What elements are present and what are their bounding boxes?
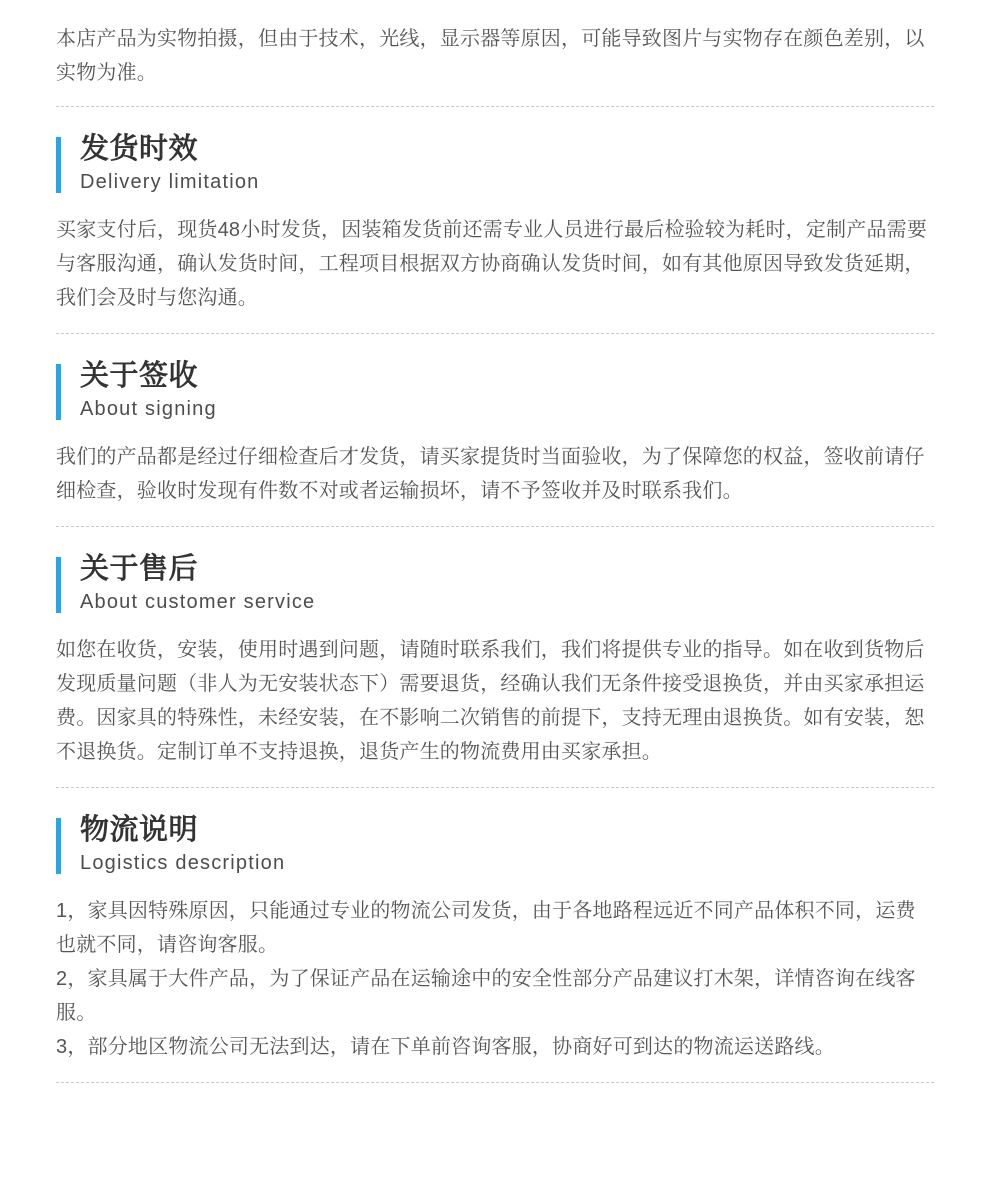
divider-signing bbox=[56, 526, 934, 527]
intro-paragraph: 本店产品为实物拍摄，但由于技术，光线，显示器等原因，可能导致图片与实物存在颜色差别，以实物为准。 bbox=[56, 28, 925, 84]
section-about-signing bbox=[56, 358, 934, 508]
section-heading bbox=[56, 358, 934, 422]
section-paragraph: 1，家具因特殊原因，只能通过专业的物流公司发货，由于各地路程远近不同产品体积不同，运费也就不同，请咨询客服。 bbox=[56, 900, 916, 956]
section-logistics-description bbox=[56, 812, 934, 1064]
section-title-en: Logistics description bbox=[80, 852, 286, 874]
section-title-cn: 关于签收 bbox=[80, 360, 199, 392]
section-heading bbox=[56, 131, 934, 195]
section-paragraph: 如您在收货，安装，使用时遇到问题，请随时联系我们，我们将提供专业的指导。如在收到货物后发现质量问题（非人为无安装状态下）需要退货，经确认我们无条件接受退换货，并由买家承担运费。因家具的特殊性，未经安装，在不影响二次销售的前提下，支持无理由退换货。如有安装，恕不退换货。定制订单不支持退换，退货产生的物流费用由买家承担。 bbox=[56, 639, 925, 763]
section-title-en: About signing bbox=[80, 398, 217, 420]
divider-customer-service bbox=[56, 787, 934, 788]
section-title-en: About customer service bbox=[80, 591, 316, 613]
section-paragraph: 2，家具属于大件产品，为了保证产品在运输途中的安全性部分产品建议打木架，详情咨询在线客服。 bbox=[56, 968, 916, 1024]
section-title-cn: 发货时效 bbox=[80, 133, 199, 165]
section-title-cn: 物流说明 bbox=[80, 814, 199, 846]
section-title-cn: 关于售后 bbox=[80, 553, 199, 585]
section-paragraph: 我们的产品都是经过仔细检查后才发货，请买家提货时当面验收，为了保障您的权益，签收前请仔细检查，验收时发现有件数不对或者运输损坏，请不予签收并及时联系我们。 bbox=[56, 446, 925, 502]
divider-delivery bbox=[56, 333, 934, 334]
section-paragraph: 3，部分地区物流公司无法到达，请在下单前咨询客服，协商好可到达的物流运送路线。 bbox=[56, 1036, 835, 1058]
section-delivery-limitation bbox=[56, 131, 934, 315]
section-heading bbox=[56, 551, 934, 615]
section-body bbox=[56, 894, 934, 1064]
divider-logistics bbox=[56, 1082, 934, 1083]
section-heading bbox=[56, 812, 934, 876]
section-about-customer-service bbox=[56, 551, 934, 769]
section-body bbox=[56, 213, 934, 315]
divider-intro bbox=[56, 106, 934, 107]
section-body bbox=[56, 633, 934, 769]
section-body bbox=[56, 440, 934, 508]
section-paragraph: 买家支付后，现货48小时发货，因装箱发货前还需专业人员进行最后检验较为耗时，定制产品需要与客服沟通，确认发货时间，工程项目根据双方协商确认发货时间，如有其他原因导致发货延期，我们会及时与您沟通。 bbox=[56, 219, 928, 309]
section-title-en: Delivery limitation bbox=[80, 171, 260, 193]
